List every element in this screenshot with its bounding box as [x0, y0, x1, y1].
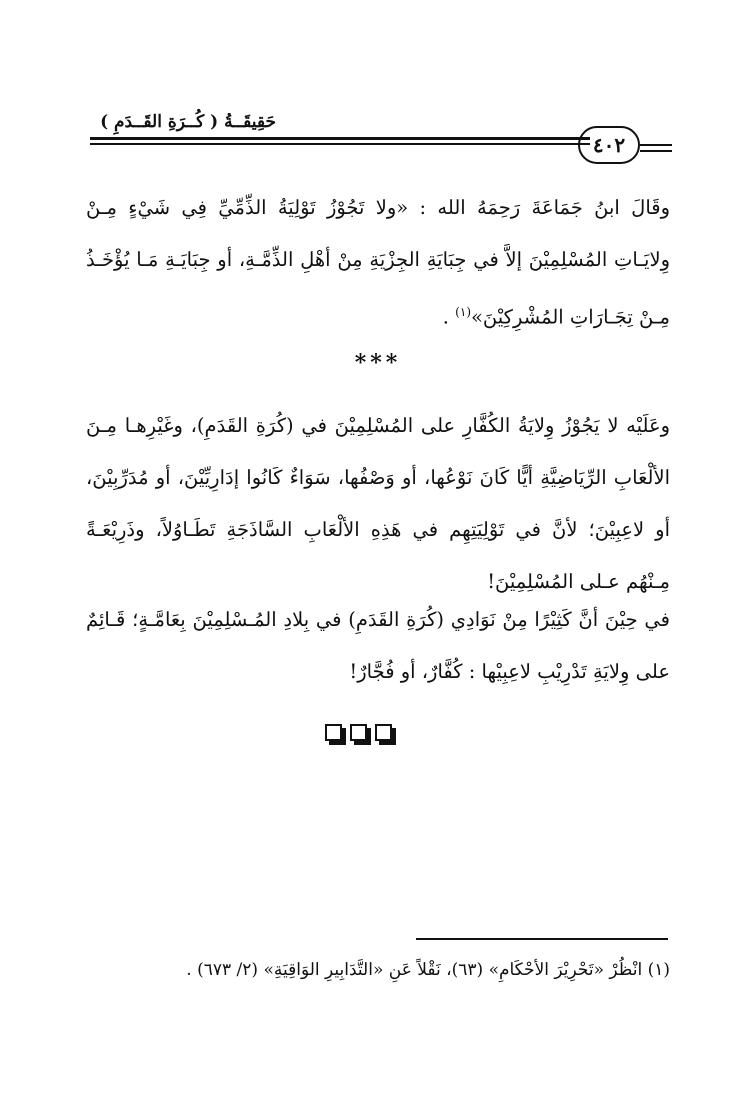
- header-rule-right: [640, 144, 672, 146]
- header-rule-right-2: [640, 150, 672, 152]
- footnote-ref: (١): [455, 305, 471, 319]
- ornament-box-icon: [325, 724, 342, 741]
- paragraph-ruling: وعَلَيْه لا يَجُوْزُ وِلايَةُ الكُفَّارِ على المُسْلِمِيْنَ في (كُرَةِ القَدَمِ)، وغَيْرِهـا مِـنَ الألْعَابِ الرِّيَاضِيَّةِ أيًّا كَانَ نَوْعُها، أو وَصْفُها، سَوَاءٌ كَانُوا إدَارِيِّيْنَ، أو مُدَرِّبِيْنَ، أو لاعِبِيْنَ؛ لأنَّ في تَوْلِيَتِهِم في هَذِهِ الألْعَابِ السَّاذَجَةِ تَطَـاوُلاً، وذَرِيْعَـةً مِـنْهُم عـلى المُسْلِمِيْنَ!: [86, 414, 670, 593]
- running-header-title: حَقِيقَــةُ ( كُــرَةِ القَــدَمِ ): [100, 112, 276, 132]
- section-separator: ***: [354, 350, 402, 376]
- ornament-box-icon: [350, 724, 367, 741]
- paragraph-observation: في حِيْنَ أنَّ كَثِيْرًا مِنْ نَوَادِي (كُرَةِ القَدَمِ) في بِلادِ المُـسْلِمِيْنَ بِعَامَّـةٍ؛ قَـائِمٌ على وِلايَةِ تَدْرِيْبِ لاعِبِيْها : كُفَّارٌ، أو فُجَّارٌ!: [86, 608, 670, 683]
- quote-end: .: [442, 305, 449, 329]
- header-rule-thick: [90, 137, 590, 140]
- paragraph-quote: [86, 182, 670, 344]
- ornament-box-icon: [375, 724, 392, 741]
- page-number: ٤٠٢: [578, 126, 640, 164]
- footnote: (١) انْظُرْ «تَحْرِيْرَ الأحْكَامِ» (٦٣)، نَقْلاً عَنِ «التَّدَابِيرِ الوَاقِيَةِ» (٢/ ٦٧٣) .: [186, 960, 670, 980]
- quote-text: وقَالَ ابنُ جَمَاعَةَ رَحِمَهُ الله : «ولا تَجُوْزُ تَوْلِيَةُ الذِّمِّيِّ فِي شَيْءٍ مِـنْ وِلايَـاتِ المُسْلِمِيْنَ إلاَّ في جِبَايَةِ الجِزْيَةِ مِنْ أهْلِ الذِّمَّـةِ، أو جِبَايَـةِ مَـا يُؤْخَـذُ مِـنْ تِجَـارَاتِ المُشْرِكِيْنَ»: [86, 196, 670, 329]
- footnote-rule: [416, 938, 668, 940]
- end-ornament: [325, 724, 392, 741]
- header-rule-thin: [90, 143, 590, 145]
